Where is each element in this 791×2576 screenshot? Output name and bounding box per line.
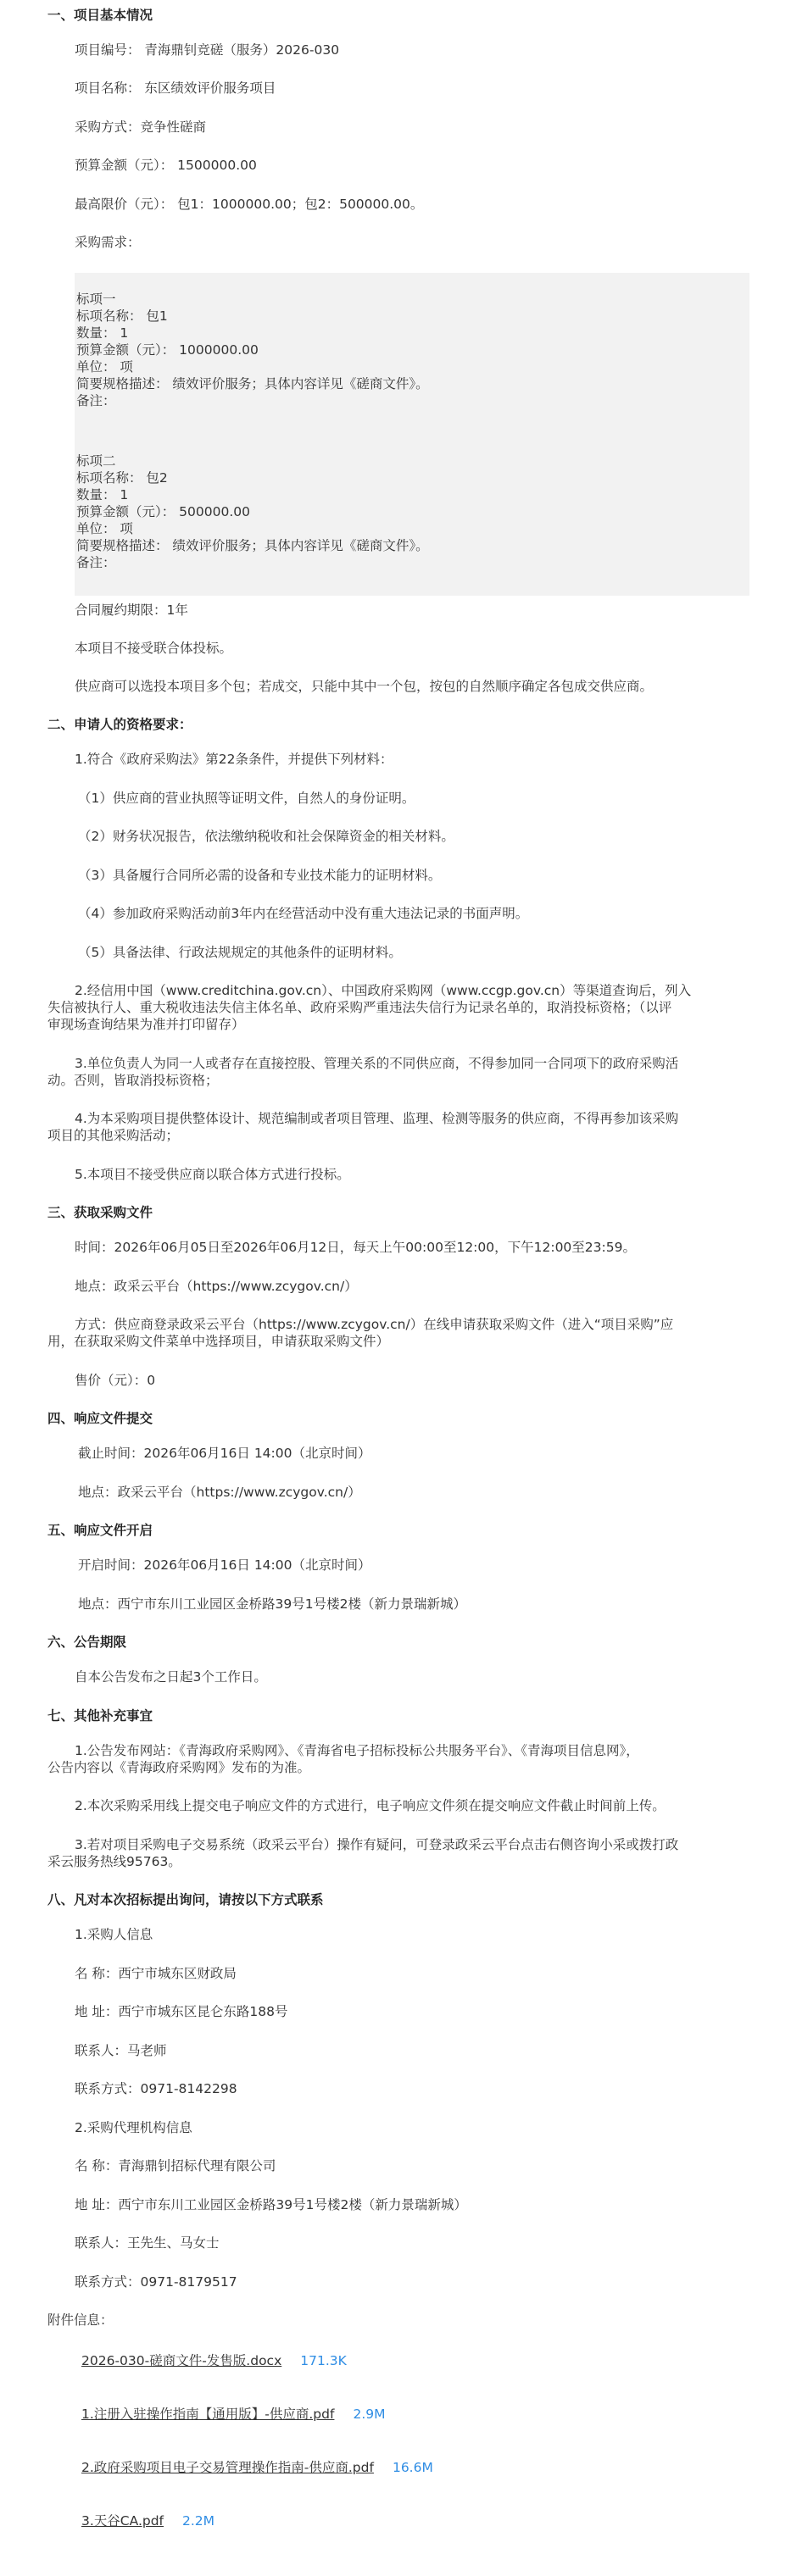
- agency-phone: 联系方式：0971-8179517: [75, 2274, 237, 2290]
- attachment-size: 171.3K: [300, 2353, 347, 2368]
- qualification-2-line-2: 失信被执行人、重大税收违法失信主体名单、政府采购严重违法失信行为记录名单的，取消投标资格；（以评: [47, 1000, 672, 1015]
- attachments-label: 附件信息：: [47, 2312, 114, 2328]
- purchaser-name: 名 称：西宁市城东区财政局: [75, 1966, 237, 1981]
- section-1-title: 一、项目基本情况: [47, 8, 153, 23]
- lot1-heading: 标项一: [76, 291, 116, 307]
- procurement-method: 采购方式：竞争性磋商: [75, 119, 207, 135]
- qualification-2-line-1: 2.经信用中国（www.creditchina.gov.cn）、中国政府采购网（www.ccgp.gov.cn）等渠道查询后，列入: [75, 983, 692, 998]
- project-number: 项目编号： 青海鼎钊竞磋（服务）2026-030: [75, 42, 340, 58]
- submission-deadline: 截止时间：2026年06月16日 14:00（北京时间）: [78, 1446, 371, 1461]
- purchaser-phone: 联系方式：0971-8142298: [75, 2081, 237, 2096]
- supplement-3-line-2: 采云服务热线95763。: [47, 1854, 181, 1869]
- requirements-label: 采购需求：: [75, 235, 141, 250]
- section-6-title: 六、公告期限: [47, 1635, 127, 1650]
- qualification-5: 5.本项目不接受供应商以联合体方式进行投标。: [75, 1167, 350, 1182]
- lot1-unit: 单位： 项: [76, 359, 133, 375]
- notice-period: 自本公告发布之日起3个工作日。: [75, 1669, 267, 1685]
- qualification-1-item-1: （1）供应商的营业执照等证明文件，自然人的身份证明。: [78, 791, 415, 806]
- section-4-title: 四、响应文件提交: [47, 1411, 153, 1426]
- agency-name: 名 称：青海鼎钊招标代理有限公司: [75, 2158, 276, 2174]
- lot2-remark: 备注：: [76, 555, 116, 570]
- section-5-title: 五、响应文件开启: [47, 1523, 153, 1538]
- supplement-2: 2.本次采购采用线上提交电子响应文件的方式进行，电子响应文件须在提交响应文件截止时间前上传。: [75, 1798, 666, 1813]
- attachment-item: [81, 2352, 347, 2369]
- agency-address: 地 址：西宁市东川工业园区金桥路39号1号楼2楼（新力景瑞新城）: [75, 2197, 467, 2212]
- attachment-link[interactable]: 1.注册入驻操作指南【通用版】-供应商.pdf: [81, 2407, 335, 2422]
- qualification-2-line-3: 审现场查询结果为准并打印留存）: [47, 1017, 245, 1032]
- lot2-spec: 简要规格描述： 绩效评价服务；具体内容详见《磋商文件》。: [76, 538, 429, 553]
- lot2-name: 标项名称： 包2: [76, 470, 168, 486]
- lot2-unit: 单位： 项: [76, 521, 133, 536]
- attachment-link[interactable]: 2026-030-磋商文件-发售版.docx: [81, 2353, 282, 2368]
- qualification-3-line-1: 3.单位负责人为同一人或者存在直接控股、管理关系的不同供应商，不得参加同一合同项下的政府采购活: [75, 1056, 679, 1071]
- qualification-1-item-2: （2）财务状况报告，依法缴纳税收和社会保障资金的相关材料。: [78, 829, 454, 844]
- attachment-link[interactable]: 2.政府采购项目电子交易管理操作指南-供应商.pdf: [81, 2460, 374, 2475]
- lot2-budget: 预算金额（元）： 500000.00: [76, 504, 250, 519]
- supplement-3-line-1: 3.若对项目采购电子交易系统（政采云平台）操作有疑问，可登录政采云平台点击右侧咨询小采或拨打政: [75, 1837, 679, 1852]
- purchaser-address: 地 址：西宁市城东区昆仑东路188号: [75, 2004, 288, 2019]
- lot1-quantity: 数量： 1: [76, 325, 129, 341]
- supplement-1-line-2: 公告内容以《青海政府采购网》发布的为准。: [47, 1760, 311, 1775]
- attachment-item: [81, 2512, 214, 2529]
- document-method-line-2: 用，在获取采购文件菜单中选择项目，申请获取采购文件）: [47, 1334, 390, 1349]
- no-consortium-note: 本项目不接受联合体投标。: [75, 641, 233, 656]
- purchaser-heading: 1.采购人信息: [75, 1927, 153, 1942]
- attachment-size: 2.2M: [182, 2513, 215, 2529]
- attachment-size: 16.6M: [392, 2460, 433, 2475]
- opening-location: 地点：西宁市东川工业园区金桥路39号1号楼2楼（新力景瑞新城）: [78, 1596, 466, 1612]
- document-method-line-1: 方式：供应商登录政采云平台（https://www.zcygov.cn/）在线申请获取采购文件（进入“项目采购”应: [75, 1317, 674, 1332]
- lot1-remark: 备注：: [76, 393, 116, 408]
- qualification-4-line-2: 项目的其他采购活动；: [47, 1128, 180, 1143]
- lot2-heading: 标项二: [76, 453, 116, 469]
- qualification-1-item-4: （4）参加政府采购活动前3年内在经营活动中没有重大违法记录的书面声明。: [78, 906, 529, 921]
- section-8-title: 八、凡对本次招标提出询问，请按以下方式联系: [47, 1892, 324, 1907]
- project-name: 项目名称： 东区绩效评价服务项目: [75, 80, 276, 96]
- document-price: 售价（元）：0: [75, 1373, 156, 1388]
- max-price: 最高限价（元）： 包1：1000000.00；包2：500000.00。: [75, 197, 424, 212]
- qualification-1: 1.符合《政府采购法》第22条条件，并提供下列材料：: [75, 752, 393, 767]
- opening-time: 开启时间：2026年06月16日 14:00（北京时间）: [78, 1557, 371, 1573]
- lot2-quantity: 数量： 1: [76, 487, 129, 502]
- section-7-title: 七、其他补充事宜: [47, 1708, 153, 1724]
- document-location: 地点：政采云平台（https://www.zcygov.cn/）: [75, 1279, 358, 1294]
- purchaser-contact: 联系人：马老师: [75, 2043, 167, 2058]
- section-2-title: 二、申请人的资格要求：: [47, 717, 192, 732]
- attachment-item: [81, 2459, 433, 2476]
- attachment-size: 2.9M: [353, 2407, 386, 2422]
- submission-location: 地点：政采云平台（https://www.zcygov.cn/）: [78, 1485, 361, 1500]
- attachment-link[interactable]: 3.天谷CA.pdf: [81, 2513, 164, 2529]
- contract-period: 合同履约期限：1年: [75, 602, 188, 618]
- lot1-name: 标项名称： 包1: [76, 308, 168, 324]
- qualification-3-line-2: 动。否则，皆取消投标资格；: [47, 1073, 219, 1088]
- qualification-1-item-5: （5）具备法律、行政法规规定的其他条件的证明材料。: [78, 945, 402, 960]
- agency-contact: 联系人：王先生、马女士: [75, 2235, 220, 2251]
- qualification-4-line-1: 4.为本采购项目提供整体设计、规范编制或者项目管理、监理、检测等服务的供应商，不得再参加该采购: [75, 1111, 679, 1126]
- section-3-title: 三、获取采购文件: [47, 1205, 153, 1220]
- qualification-1-item-3: （3）具备履行合同所必需的设备和专业技术能力的证明材料。: [78, 868, 442, 883]
- budget-amount: 预算金额（元）： 1500000.00: [75, 158, 257, 173]
- supplement-1-line-1: 1.公告发布网站：《青海政府采购网》、《青海省电子招标投标公共服务平台》、《青海项目信息网》，: [75, 1743, 639, 1758]
- multi-lot-note: 供应商可以选投本项目多个包；若成交，只能中其中一个包，按包的自然顺序确定各包成交供应商。: [75, 679, 654, 694]
- document-time: 时间：2026年06月05日至2026年06月12日，每天上午00:00至12:00，下午12:00至23:59。: [75, 1240, 636, 1255]
- lot1-spec: 简要规格描述： 绩效评价服务；具体内容详见《磋商文件》。: [76, 376, 429, 391]
- agency-heading: 2.采购代理机构信息: [75, 2120, 192, 2135]
- lot1-budget: 预算金额（元）： 1000000.00: [76, 342, 259, 358]
- attachment-item: [81, 2406, 385, 2423]
